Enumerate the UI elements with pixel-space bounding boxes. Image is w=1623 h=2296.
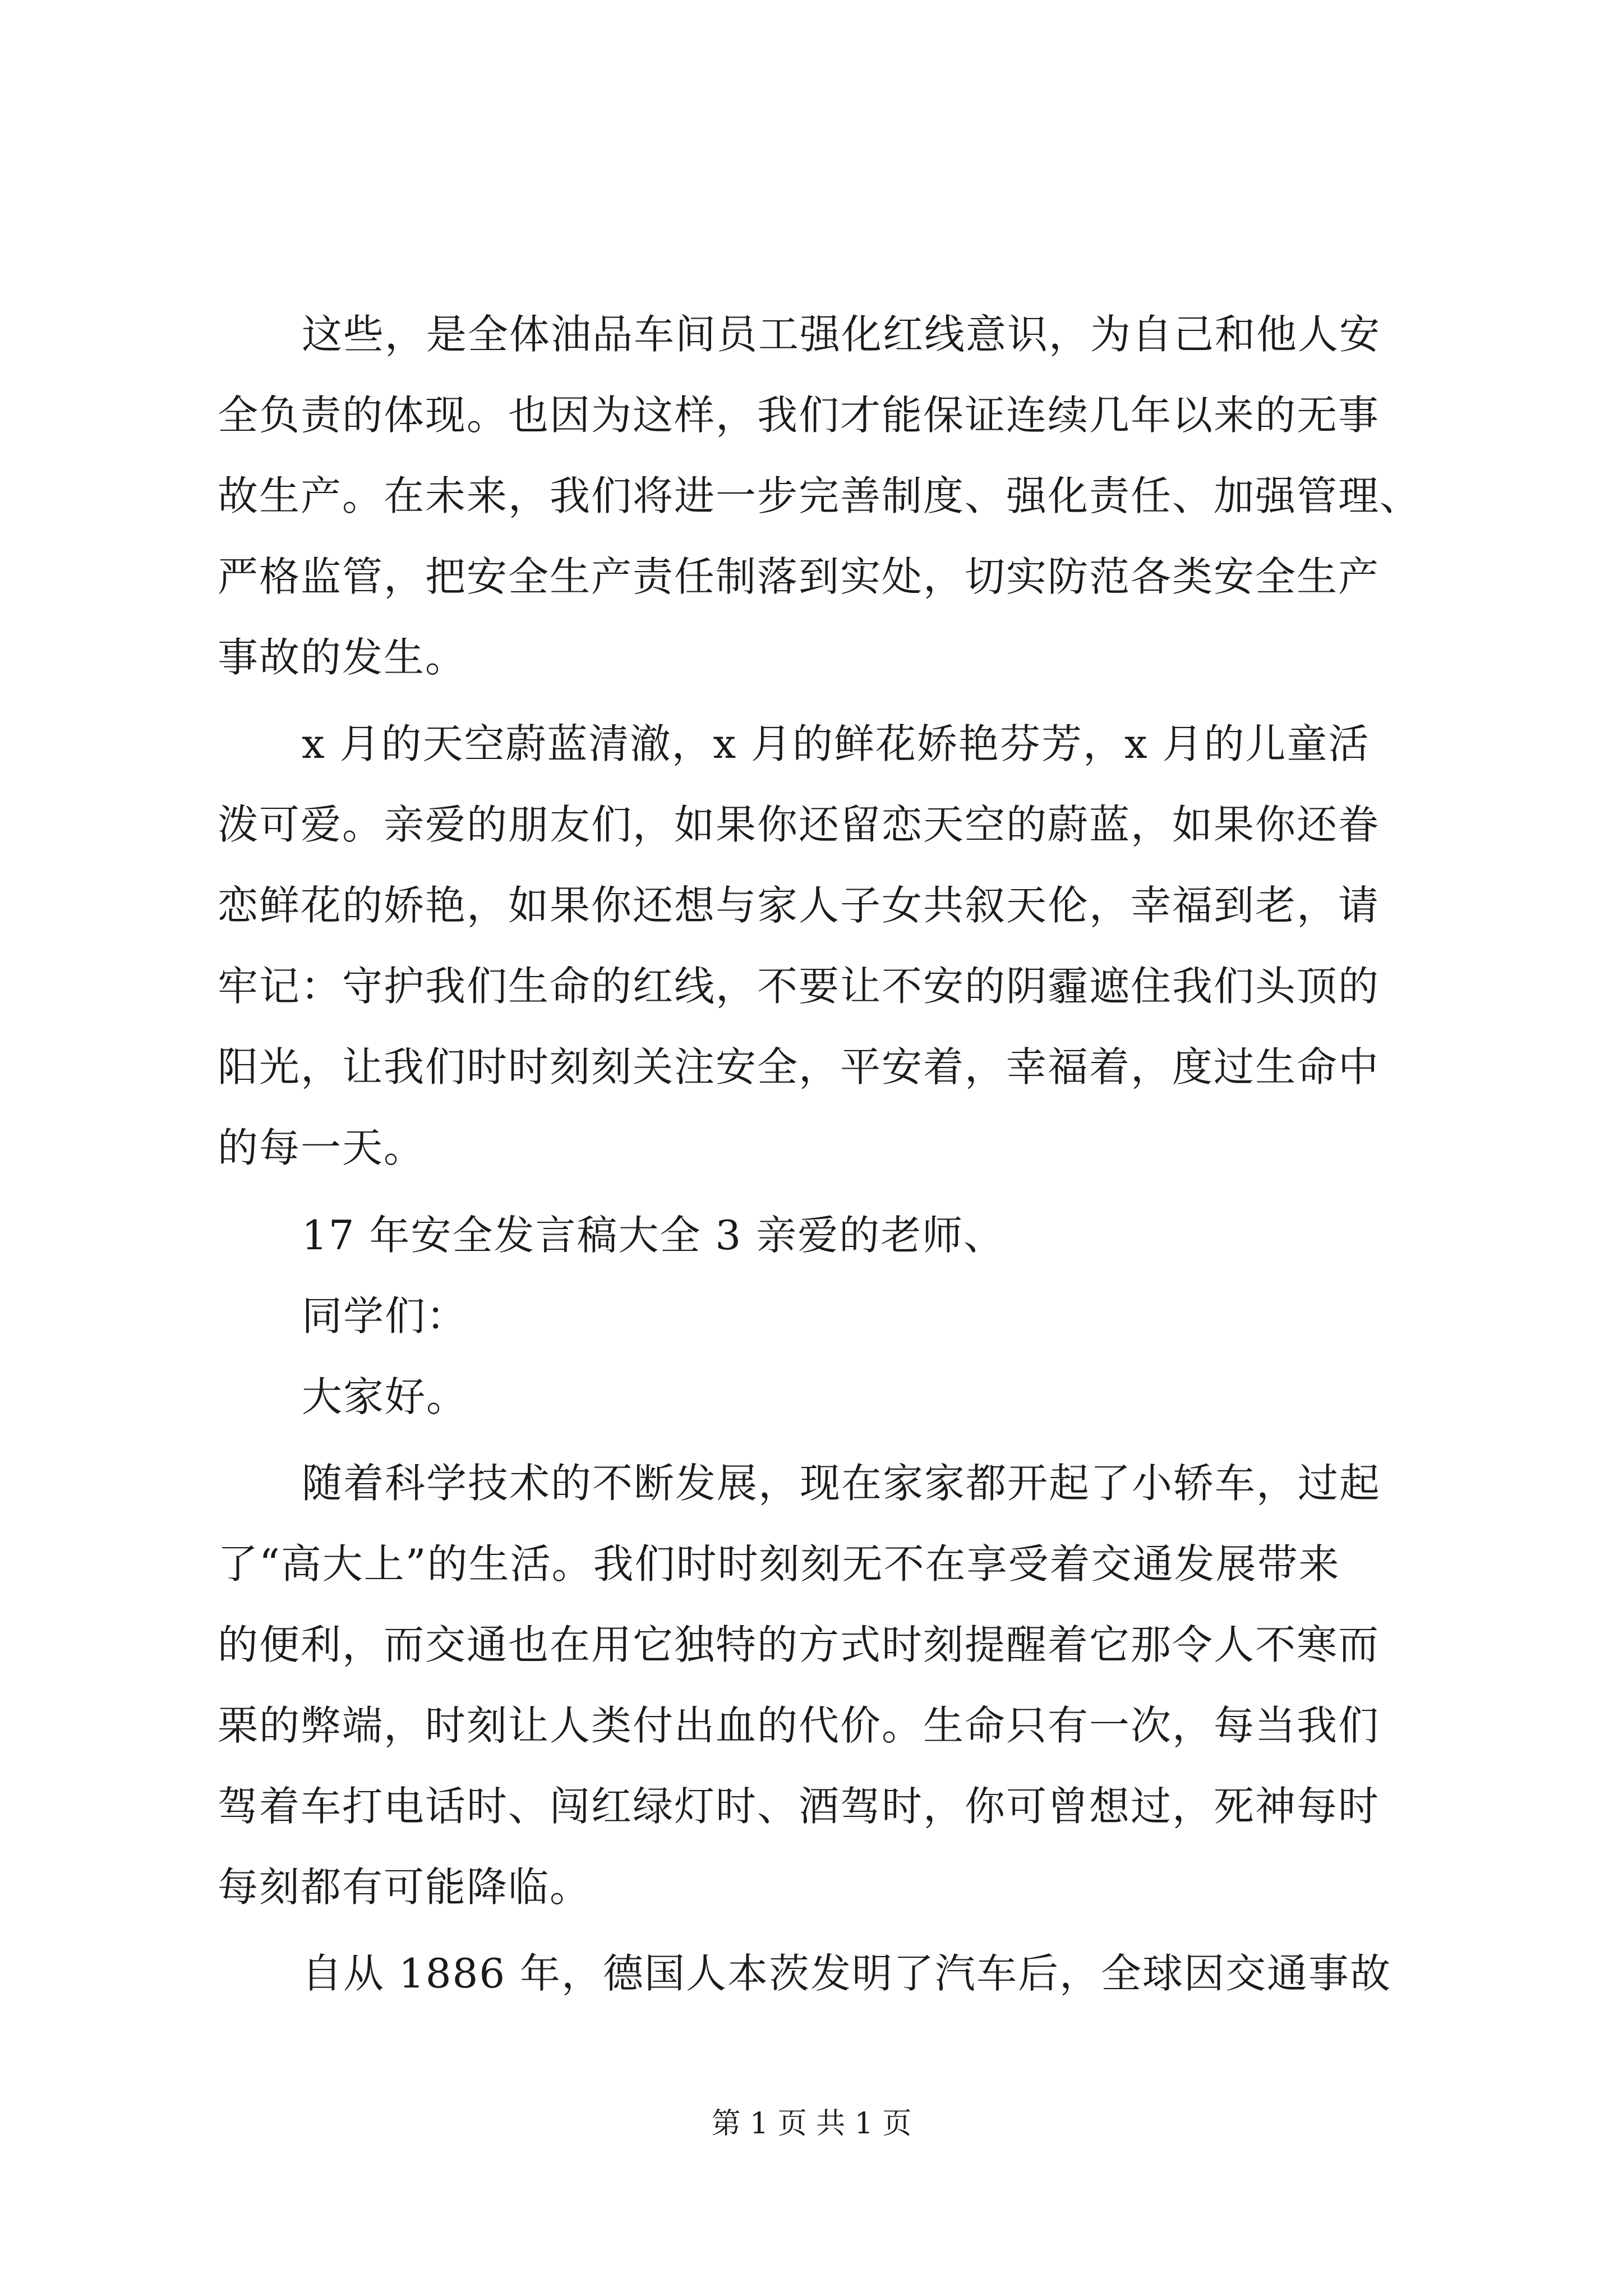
paragraph-line: 同学们： — [302, 1292, 468, 1340]
paragraph-line: 随着科学技术的不断发展，现在家家都开起了小轿车，过起 — [302, 1460, 1381, 1507]
page-number-footer: 第 1 页 共 1 页 — [711, 2107, 912, 2141]
paragraph-line: 每刻都有可能降临。 — [218, 1864, 592, 1911]
paragraph-line: 牢记：守护我们生命的红线，不要让不安的阴霾遮住我们头顶的 — [218, 963, 1380, 1010]
paragraph-line: 阳光，让我们时时刻刻关注安全，平安着，幸福着，度过生命中 — [218, 1043, 1380, 1091]
paragraph-line: 自从 1886 年，德国人本茨发明了汽车后，全球因交通事故 — [302, 1950, 1392, 1997]
paragraph-line: 17 年安全发言稿大全 3 亲爱的老师、 — [302, 1212, 1006, 1259]
paragraph-line: 恋鲜花的娇艳，如果你还想与家人子女共叙天伦，幸福到老，请 — [218, 882, 1380, 929]
paragraph-line: 全负责的体现。也因为这样，我们才能保证连续几年以来的无事 — [218, 392, 1380, 439]
paragraph-line: x 月的天空蔚蓝清澈，x 月的鲜花娇艳芬芳，x 月的儿童活 — [302, 720, 1370, 767]
paragraph-line: 的每一天。 — [218, 1124, 426, 1171]
paragraph-line: 泼可爱。亲爱的朋友们，如果你还留恋天空的蔚蓝，如果你还眷 — [218, 801, 1380, 848]
paragraph-line: 栗的弊端，时刻让人类付出血的代价。生命只有一次，每当我们 — [218, 1702, 1380, 1749]
paragraph-line: 的便利，而交通也在用它独特的方式时刻提醒着它那令人不寒而 — [218, 1621, 1380, 1668]
paragraph-line: 大家好。 — [302, 1373, 468, 1420]
paragraph-line: 事故的发生。 — [218, 634, 467, 681]
paragraph-line: 驾着车打电话时、闯红绿灯时、酒驾时，你可曾想过，死神每时 — [218, 1783, 1380, 1830]
paragraph-line: 这些，是全体油品车间员工强化红线意识，为自己和他人安 — [302, 311, 1381, 358]
paragraph-line: 了“高大上”的生活。我们时时刻刻无不在享受着交通发展带来 — [218, 1540, 1340, 1588]
paragraph-line: 严格监管，把安全生产责任制落到实处，切实防范各类安全生产 — [218, 553, 1380, 600]
paragraph-line: 故生产。在未来，我们将进一步完善制度、强化责任、加强管理、 — [218, 472, 1422, 519]
